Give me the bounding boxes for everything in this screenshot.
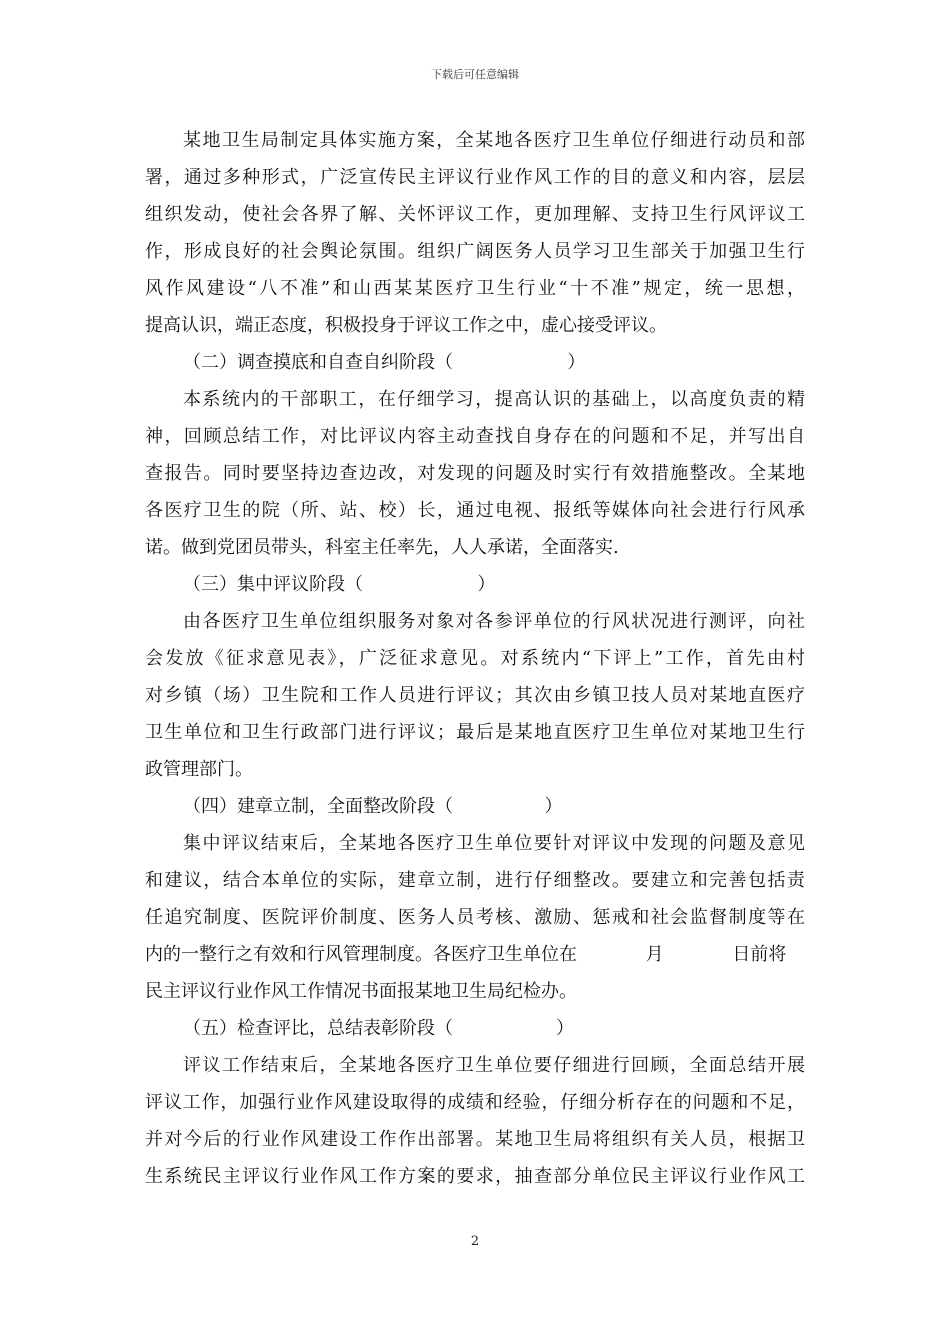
paragraph-line: 署，通过多种形式，广泛宣传民主评议行业作风工作的目的意义和内容，层层 [145,167,805,188]
paragraph-line: 各医疗卫生的院（所、站、校）长，通过电视、报纸等媒体向社会进行行风承 [145,500,805,521]
paragraph-line: 任追究制度、医院评价制度、医务人员考核、激励、惩戒和社会监督制度等在 [145,907,805,928]
paragraph-line: 民主评议行业作风工作情况书面报某地卫生局纪检办。 [145,981,577,1002]
page-header-note: 下载后可任意编辑 [431,68,519,81]
paragraph-line: 提高认识，端正态度，积极投身于评议工作之中，虚心接受评议。 [145,315,667,336]
paragraph-line: 会发放《征求意见表》，广泛征求意见。对系统内“下评上”工作，首先由村 [145,648,805,669]
paragraph-line: 作，形成良好的社会舆论氛围。组织广阔医务人员学习卫生部关于加强卫生行 [145,241,805,262]
paragraph-line: 由各医疗卫生单位组织服务对象对各参评单位的行风状况进行测评，向社 [183,611,805,632]
paragraph-line: 政管理部门。 [145,759,253,780]
paragraph-line: 风作风建设“八不准”和山西某某医疗卫生行业“十不准”规定，统一思想， [145,278,805,299]
paragraph-line: 卫生单位和卫生行政部门进行评议；最后是某地直医疗卫生单位对某地卫生行 [145,722,805,743]
paragraph-line: 诺。做到党团员带头，科室主任率先，人人承诺，全面落实. [145,537,619,558]
paragraph-line: 组织发动，使社会各界了解、关怀评议工作，更加理解、支持卫生行风评议工 [145,204,805,225]
section-heading: （二）调查摸底和自查自纠阶段（ ） [183,352,586,373]
paragraph-line: 对乡镇（场）卫生院和工作人员进行评议；其次由乡镇卫技人员对某地直医疗 [145,685,805,706]
paragraph-line: 评议工作，加强行业作风建设取得的成绩和经验，仔细分析存在的问题和不足， [145,1092,805,1113]
paragraph-line: 集中评议结束后，全某地各医疗卫生单位要针对评议中发现的问题及意见 [183,833,805,854]
page-number: 2 [470,1234,480,1249]
paragraph-line: 和建议，结合本单位的实际，建章立制，进行仔细整改。要建立和完善包括责 [145,870,805,891]
section-heading: （五）检查评比，总结表彰阶段（ ） [183,1018,574,1039]
section-heading: （三）集中评议阶段（ ） [183,574,496,595]
paragraph-line: 生系统民主评议行业作风工作方案的要求，抽查部分单位民主评议行业作风工 [145,1166,805,1187]
paragraph-line: 查报告。同时要坚持边查边改，对发现的问题及时实行有效措施整改。全某地 [145,463,805,484]
section-heading: （四）建章立制，全面整改阶段（ ） [183,796,563,817]
paragraph-line: 评议工作结束后，全某地各医疗卫生单位要仔细进行回顾，全面总结开展 [183,1055,805,1076]
paragraph-line: 本系统内的干部职工，在仔细学习，提高认识的基础上，以高度负责的精 [183,389,805,410]
paragraph-line: 内的一整行之有效和行风管理制度。各医疗卫生单位在 月 日前将 [145,944,787,965]
paragraph-line: 并对今后的行业作风建设工作作出部署。某地卫生局将组织有关人员，根据卫 [145,1129,805,1150]
paragraph-line: 神，回顾总结工作，对比评议内容主动查找自身存在的问题和不足，并写出自 [145,426,805,447]
paragraph-line: 某地卫生局制定具体实施方案，全某地各医疗卫生单位仔细进行动员和部 [183,130,805,151]
